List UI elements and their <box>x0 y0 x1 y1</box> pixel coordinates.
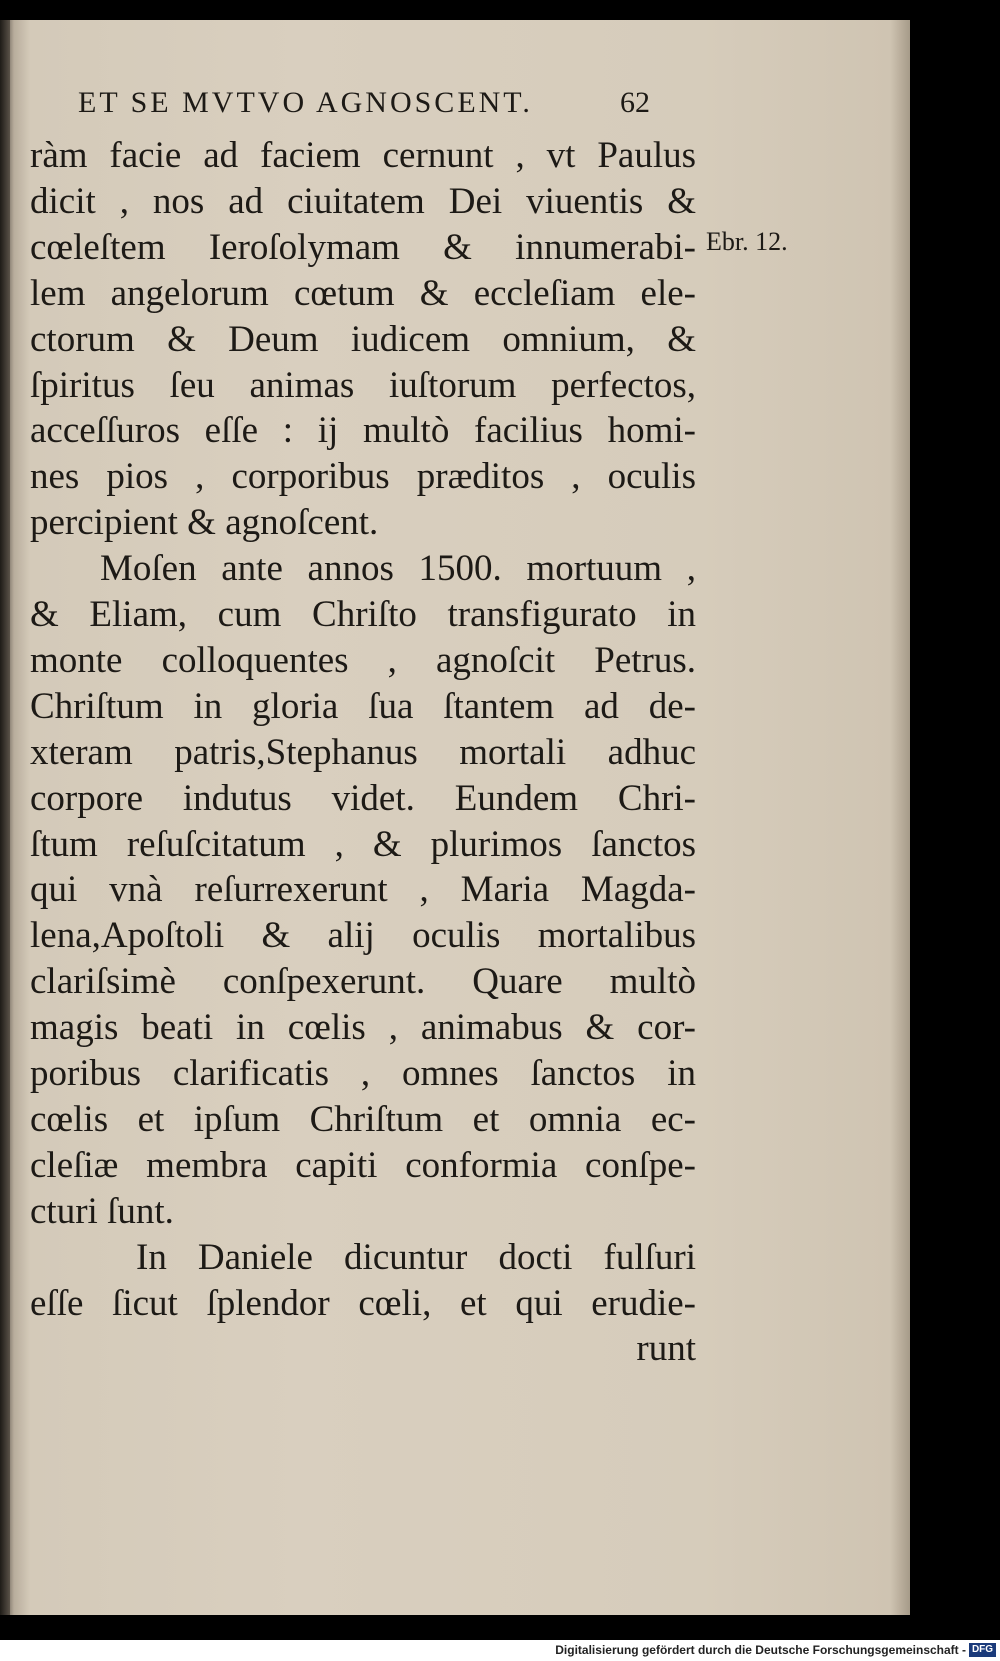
text-line: qui vnà reſurrexerunt , Maria Magda- <box>30 869 696 911</box>
text-line: lem angelorum cœtum & eccleſiam ele- <box>30 272 696 314</box>
text-line: cleſiæ membra capiti conformia conſpe- <box>30 1144 696 1186</box>
text-line: eſſe ſicut ſplendor cœli, et qui erudie- <box>30 1282 696 1324</box>
page-number: 62 <box>620 86 650 119</box>
text-line: cœleſtem Ieroſolymam & innumerabi- <box>30 226 696 268</box>
text-line: cœlis et ipſum Chriſtum et omnia ec- <box>30 1098 696 1140</box>
binding-gutter <box>0 20 10 1615</box>
running-title: ET SE MVTVO AGNOSCENT. <box>78 86 533 119</box>
text-line: nes pios , corporibus præditos , oculis <box>30 456 696 498</box>
text-line: corpore indutus videt. Eundem Chri- <box>30 777 696 819</box>
text-line: Chriſtum in gloria ſua ſtantem ad de- <box>30 685 696 727</box>
text-line: percipient & agnoſcent. <box>30 502 379 544</box>
text-line: lena,Apoſtoli & alij oculis mortalibus <box>30 915 696 957</box>
text-line: Moſen ante annos 1500. mortuum , <box>100 548 696 590</box>
text-line: poribus clarificatis , omnes ſanctos in <box>30 1053 696 1094</box>
text-line: cturi ſunt. <box>30 1190 174 1232</box>
digitization-footer <box>0 1640 1000 1661</box>
book-page <box>0 20 910 1615</box>
text-line: clariſsimè conſpexerunt. Quare multò <box>30 961 696 1003</box>
text-line: & Eliam, cum Chriſto transfigurato in <box>30 594 696 635</box>
dfg-logo: DFG <box>969 1643 996 1657</box>
text-line: magis beati in cœlis , animabus & cor- <box>30 1007 696 1049</box>
footer-credit: Digitalisierung gefördert durch die Deutsche Forschungsgemeinschaft - <box>555 1643 966 1657</box>
text-line: ctorum & Deum iudicem omnium, & <box>30 318 696 360</box>
text-line: ſtum reſuſcitatum , & plurimos ſanctos <box>30 823 696 865</box>
text-line: xteram patris,Stephanus mortali adhuc <box>30 731 696 773</box>
text-line: acceſſuros eſſe : ij multò facilius homi- <box>30 410 696 452</box>
text-line: dicit , nos ad ciuitatem Dei viuentis & <box>30 180 696 222</box>
text-line: monte colloquentes , agnoſcit Petrus. <box>30 639 696 681</box>
text-line: In Daniele dicuntur docti fulſuri <box>136 1236 696 1278</box>
catchword: runt <box>636 1328 696 1370</box>
text-line: ſpiritus ſeu animas iuſtorum perfectos, <box>30 364 696 406</box>
marginal-note: Ebr. 12. <box>706 227 788 256</box>
text-line: ràm facie ad faciem cernunt , vt Paulus <box>30 135 696 176</box>
